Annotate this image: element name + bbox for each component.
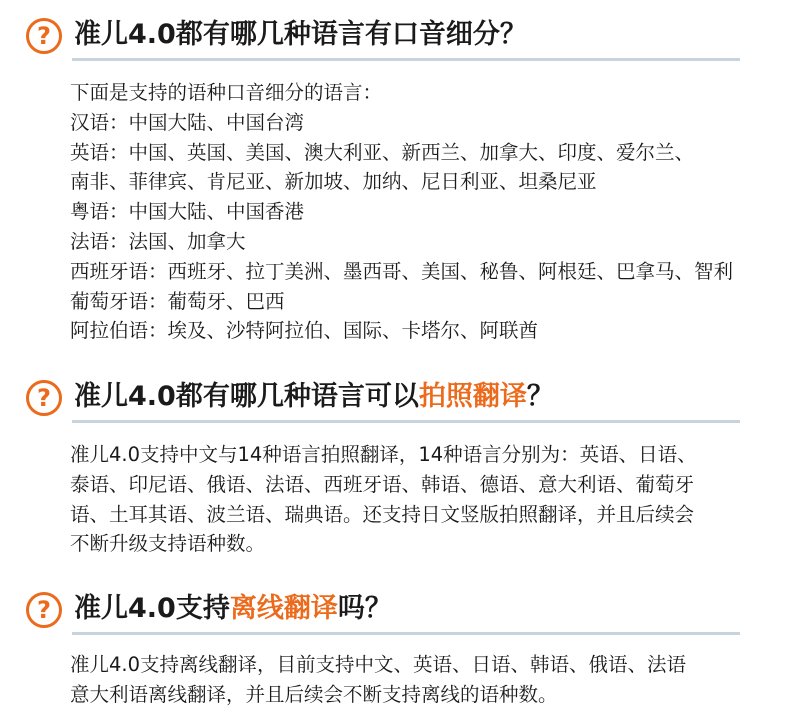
faq-answer [70,650,770,710]
title-text: 准儿4.0支持 [74,593,230,624]
faq-question-header [26,376,726,422]
answer-line: 英语：中国、英国、美国、澳大利亚、新西兰、加拿大、印度、爱尔兰、 [70,140,695,164]
title-highlight: 离线翻译 [229,593,338,624]
faq-question-title [74,14,527,56]
answer-line: 南非、菲律宾、肯尼亚、新加坡、加纳、尼日利亚、坦桑尼亚 [70,170,597,194]
answer-line: 阿拉伯语：埃及、沙特阿拉伯、国际、卡塔尔、阿联酋 [70,319,539,343]
answer-line: 泰语、印尼语、俄语、法语、西班牙语、韩语、德语、意大利语、葡萄牙 [70,472,695,496]
faq-question-title [74,588,392,630]
title-suffix: ？ [526,381,554,412]
answer-line: 下面是支持的语种口音细分的语言： [70,81,383,104]
question-mark-circle-icon: ? [26,18,62,54]
faq-question-title [74,376,554,418]
faq-answer [70,78,770,346]
title-highlight: 拍照翻译 [418,381,527,412]
faq-question-header [26,14,726,60]
answer-line: 意大利语离线翻译，并且后续会不断支持离线的语种数。 [70,682,558,706]
question-mark-circle-icon: ? [26,592,62,628]
title-text: 准儿4.0都有哪几种语言有口音细分？ [74,19,527,50]
answer-line: 不断升级支持语种数。 [70,532,266,556]
answer-line: 准儿4.0支持中文与14种语言拍照翻译，14种语言分别为：英语、日语、 [70,443,697,466]
answer-line: 法语：法国、加拿大 [70,229,246,253]
faq-question-header [26,588,726,634]
answer-line: 汉语：中国大陆、中国台湾 [70,110,305,134]
answer-line: 准儿4.0支持离线翻译，目前支持中文、英语、日语、韩语、俄语、法语 [70,653,687,676]
answer-line: 粤语：中国大陆、中国香港 [70,200,305,224]
title-underline [72,420,740,423]
faq-answer [70,440,770,559]
title-text: 准儿4.0都有哪几种语言可以 [74,381,419,412]
title-underline [72,632,740,635]
question-mark-circle-icon: ? [26,380,62,416]
title-underline [72,58,740,61]
answer-line: 语、土耳其语、波兰语、瑞典语。还支持日文竖版拍照翻译，并且后续会 [70,502,695,526]
title-suffix: 吗？ [337,593,392,624]
answer-line: 西班牙语：西班牙、拉丁美洲、墨西哥、美国、秘鲁、阿根廷、巴拿马、智利 [70,259,734,283]
answer-line: 葡萄牙语：葡萄牙、巴西 [70,289,285,313]
